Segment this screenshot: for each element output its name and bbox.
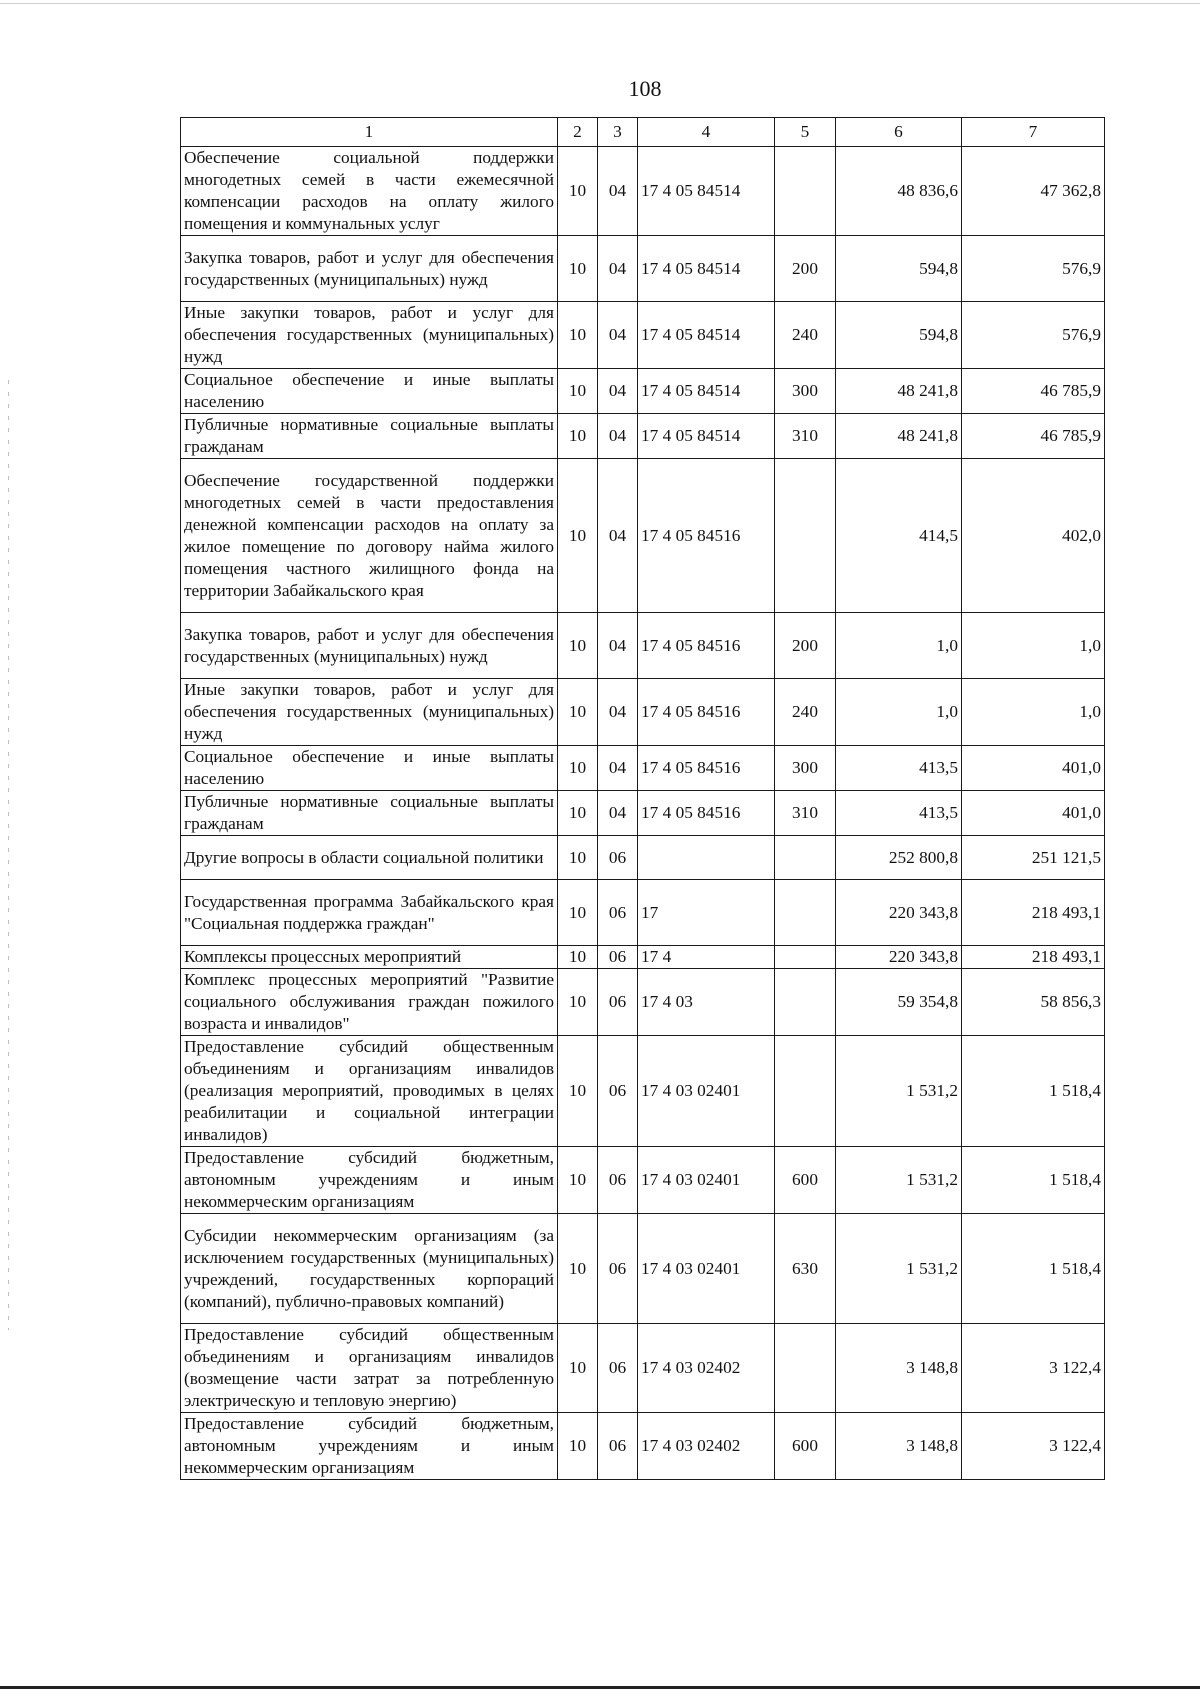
- row-target-item: 17 4 03 02402: [638, 1324, 775, 1413]
- row-amount-year-2: 218 493,1: [962, 880, 1105, 946]
- table-row: [181, 414, 1105, 459]
- row-amount-year-1: 48 241,8: [836, 414, 962, 459]
- row-section: 10: [558, 459, 598, 613]
- row-amount-year-2: 576,9: [962, 236, 1105, 302]
- row-subsection: 06: [598, 1147, 638, 1214]
- row-expense-type: 200: [775, 236, 836, 302]
- page-number: 108: [628, 76, 662, 101]
- row-target-item: 17 4 03 02401: [638, 1214, 775, 1324]
- row-target-item: 17 4 05 84516: [638, 746, 775, 791]
- table-row: [181, 613, 1105, 679]
- row-description: Публичные нормативные социальные выплаты гражданам: [181, 791, 558, 836]
- table-row: [181, 369, 1105, 414]
- row-section: 10: [558, 969, 598, 1036]
- row-expense-type: [775, 969, 836, 1036]
- row-amount-year-1: 1 531,2: [836, 1036, 962, 1147]
- row-amount-year-2: 3 122,4: [962, 1413, 1105, 1480]
- row-description: Публичные нормативные социальные выплаты гражданам: [181, 414, 558, 459]
- row-expense-type: 600: [775, 1413, 836, 1480]
- row-amount-year-1: 414,5: [836, 459, 962, 613]
- row-description: Закупка товаров, работ и услуг для обеспечения государственных (муниципальных) нужд: [181, 236, 558, 302]
- row-description: Социальное обеспечение и иные выплаты населению: [181, 369, 558, 414]
- row-amount-year-2: 1 518,4: [962, 1036, 1105, 1147]
- row-subsection: 06: [598, 1324, 638, 1413]
- row-description: Обеспечение государственной поддержки многодетных семей в части предоставления денежной компенсации расходов на оплату за жилое помещение по договору найма жилого помещения частного жилищного фонда на территории Забайкальского края: [181, 459, 558, 613]
- row-amount-year-1: 220 343,8: [836, 880, 962, 946]
- row-section: 10: [558, 946, 598, 969]
- row-amount-year-2: 401,0: [962, 746, 1105, 791]
- row-target-item: [638, 836, 775, 880]
- row-amount-year-2: 47 362,8: [962, 147, 1105, 236]
- row-amount-year-2: 1,0: [962, 613, 1105, 679]
- row-subsection: 04: [598, 414, 638, 459]
- row-section: 10: [558, 746, 598, 791]
- row-section: 10: [558, 302, 598, 369]
- row-amount-year-2: 58 856,3: [962, 969, 1105, 1036]
- row-expense-type: 300: [775, 369, 836, 414]
- table-row: [181, 1324, 1105, 1413]
- row-subsection: 04: [598, 459, 638, 613]
- row-expense-type: 630: [775, 1214, 836, 1324]
- row-target-item: 17 4 03 02401: [638, 1036, 775, 1147]
- row-section: 10: [558, 613, 598, 679]
- row-amount-year-2: 1,0: [962, 679, 1105, 746]
- row-amount-year-1: 413,5: [836, 746, 962, 791]
- row-amount-year-2: 218 493,1: [962, 946, 1105, 969]
- row-amount-year-2: 401,0: [962, 791, 1105, 836]
- row-description: Иные закупки товаров, работ и услуг для обеспечения государственных (муниципальных) нужд: [181, 679, 558, 746]
- row-subsection: 04: [598, 613, 638, 679]
- row-section: 10: [558, 836, 598, 880]
- row-section: 10: [558, 791, 598, 836]
- scan-edge-top: [0, 3, 1200, 4]
- row-target-item: 17: [638, 880, 775, 946]
- row-section: 10: [558, 147, 598, 236]
- row-target-item: 17 4 05 84514: [638, 236, 775, 302]
- table-header-row: [181, 118, 1105, 147]
- row-expense-type: 300: [775, 746, 836, 791]
- row-subsection: 06: [598, 1036, 638, 1147]
- row-amount-year-1: 594,8: [836, 236, 962, 302]
- row-amount-year-2: 1 518,4: [962, 1214, 1105, 1324]
- scan-edge-bottom: [0, 1686, 1200, 1689]
- row-amount-year-1: 48 836,6: [836, 147, 962, 236]
- row-target-item: 17 4 05 84516: [638, 679, 775, 746]
- header-col-5: 5: [775, 118, 836, 147]
- row-amount-year-1: 1 531,2: [836, 1214, 962, 1324]
- row-amount-year-1: 252 800,8: [836, 836, 962, 880]
- row-amount-year-1: 3 148,8: [836, 1413, 962, 1480]
- row-amount-year-1: 3 148,8: [836, 1324, 962, 1413]
- row-expense-type: [775, 1324, 836, 1413]
- row-description: Закупка товаров, работ и услуг для обеспечения государственных (муниципальных) нужд: [181, 613, 558, 679]
- row-section: 10: [558, 880, 598, 946]
- row-subsection: 06: [598, 880, 638, 946]
- row-amount-year-2: 576,9: [962, 302, 1105, 369]
- row-amount-year-1: 1 531,2: [836, 1147, 962, 1214]
- row-target-item: 17 4 05 84516: [638, 791, 775, 836]
- table-row: [181, 236, 1105, 302]
- row-subsection: 04: [598, 369, 638, 414]
- row-amount-year-1: 48 241,8: [836, 369, 962, 414]
- row-expense-type: [775, 1036, 836, 1147]
- row-subsection: 04: [598, 746, 638, 791]
- row-amount-year-2: 1 518,4: [962, 1147, 1105, 1214]
- table-row: [181, 969, 1105, 1036]
- row-target-item: 17 4 03 02401: [638, 1147, 775, 1214]
- row-section: 10: [558, 1324, 598, 1413]
- row-amount-year-1: 594,8: [836, 302, 962, 369]
- row-amount-year-1: 1,0: [836, 613, 962, 679]
- row-amount-year-2: 46 785,9: [962, 369, 1105, 414]
- table-row: [181, 459, 1105, 613]
- row-amount-year-1: 1,0: [836, 679, 962, 746]
- row-expense-type: 600: [775, 1147, 836, 1214]
- row-expense-type: 310: [775, 414, 836, 459]
- table-row: [181, 791, 1105, 836]
- row-description: Обеспечение социальной поддержки многодетных семей в части ежемесячной компенсации расходов на оплату жилого помещения и коммунальных услуг: [181, 147, 558, 236]
- row-expense-type: [775, 147, 836, 236]
- table-row: [181, 880, 1105, 946]
- row-expense-type: 240: [775, 302, 836, 369]
- row-amount-year-1: 220 343,8: [836, 946, 962, 969]
- row-expense-type: [775, 946, 836, 969]
- table-row: [181, 679, 1105, 746]
- row-subsection: 04: [598, 791, 638, 836]
- row-description: Государственная программа Забайкальского края "Социальная поддержка граждан": [181, 880, 558, 946]
- row-expense-type: [775, 880, 836, 946]
- row-target-item: 17 4 05 84514: [638, 302, 775, 369]
- table-row: [181, 1214, 1105, 1324]
- row-description: Иные закупки товаров, работ и услуг для обеспечения государственных (муниципальных) нужд: [181, 302, 558, 369]
- row-target-item: 17 4 05 84516: [638, 613, 775, 679]
- header-col-7: 7: [962, 118, 1105, 147]
- header-col-6: 6: [836, 118, 962, 147]
- row-subsection: 04: [598, 679, 638, 746]
- row-amount-year-2: 3 122,4: [962, 1324, 1105, 1413]
- row-description: Социальное обеспечение и иные выплаты населению: [181, 746, 558, 791]
- row-section: 10: [558, 236, 598, 302]
- header-col-3: 3: [598, 118, 638, 147]
- row-section: 10: [558, 1147, 598, 1214]
- row-expense-type: 310: [775, 791, 836, 836]
- row-description: Предоставление субсидий общественным объединениям и организациям инвалидов (возмещение части затрат за потребленную электрическую и тепловую энергию): [181, 1324, 558, 1413]
- table-row: [181, 746, 1105, 791]
- row-target-item: 17 4 05 84514: [638, 147, 775, 236]
- row-expense-type: [775, 836, 836, 880]
- row-target-item: 17 4 05 84514: [638, 414, 775, 459]
- row-description: Субсидии некоммерческим организациям (за исключением государственных (муниципальных) учреждений, государственных корпораций (компаний), публично-правовых компаний): [181, 1214, 558, 1324]
- row-expense-type: 200: [775, 613, 836, 679]
- row-subsection: 06: [598, 969, 638, 1036]
- budget-table: [180, 117, 1105, 1480]
- row-section: 10: [558, 414, 598, 459]
- row-subsection: 06: [598, 946, 638, 969]
- row-target-item: 17 4 05 84514: [638, 369, 775, 414]
- row-amount-year-1: 413,5: [836, 791, 962, 836]
- row-description: Комплекс процессных мероприятий "Развитие социального обслуживания граждан пожилого возраста и инвалидов": [181, 969, 558, 1036]
- row-amount-year-1: 59 354,8: [836, 969, 962, 1036]
- row-section: 10: [558, 1413, 598, 1480]
- row-description: Предоставление субсидий общественным объединениям и организациям инвалидов (реализация мероприятий, проводимых в целях реабилитации и социальной интеграции инвалидов): [181, 1036, 558, 1147]
- row-target-item: 17 4 03 02402: [638, 1413, 775, 1480]
- table-row: [181, 147, 1105, 236]
- header-col-1: 1: [181, 118, 558, 147]
- row-amount-year-2: 251 121,5: [962, 836, 1105, 880]
- row-section: 10: [558, 1214, 598, 1324]
- row-expense-type: [775, 459, 836, 613]
- row-subsection: 06: [598, 1214, 638, 1324]
- row-target-item: 17 4: [638, 946, 775, 969]
- table-row: [181, 946, 1105, 969]
- table-row: [181, 1413, 1105, 1480]
- table-row: [181, 1036, 1105, 1147]
- row-expense-type: 240: [775, 679, 836, 746]
- row-section: 10: [558, 679, 598, 746]
- row-description: Предоставление субсидий бюджетным, автономным учреждениям и иным некоммерческим организациям: [181, 1147, 558, 1214]
- table-row: [181, 836, 1105, 880]
- row-amount-year-2: 46 785,9: [962, 414, 1105, 459]
- row-target-item: 17 4 03: [638, 969, 775, 1036]
- row-target-item: 17 4 05 84516: [638, 459, 775, 613]
- row-subsection: 06: [598, 1413, 638, 1480]
- header-col-2: 2: [558, 118, 598, 147]
- row-section: 10: [558, 369, 598, 414]
- row-amount-year-2: 402,0: [962, 459, 1105, 613]
- row-subsection: 06: [598, 836, 638, 880]
- row-description: Другие вопросы в области социальной политики: [181, 836, 558, 880]
- row-subsection: 04: [598, 236, 638, 302]
- row-description: Комплексы процессных мероприятий: [181, 946, 558, 969]
- row-description: Предоставление субсидий бюджетным, автономным учреждениям и иным некоммерческим организациям: [181, 1413, 558, 1480]
- table-row: [181, 302, 1105, 369]
- row-subsection: 04: [598, 302, 638, 369]
- row-subsection: 04: [598, 147, 638, 236]
- header-col-4: 4: [638, 118, 775, 147]
- budget-table-body: [181, 118, 1105, 1480]
- row-section: 10: [558, 1036, 598, 1147]
- scan-edge-left: [8, 380, 9, 1330]
- table-row: [181, 1147, 1105, 1214]
